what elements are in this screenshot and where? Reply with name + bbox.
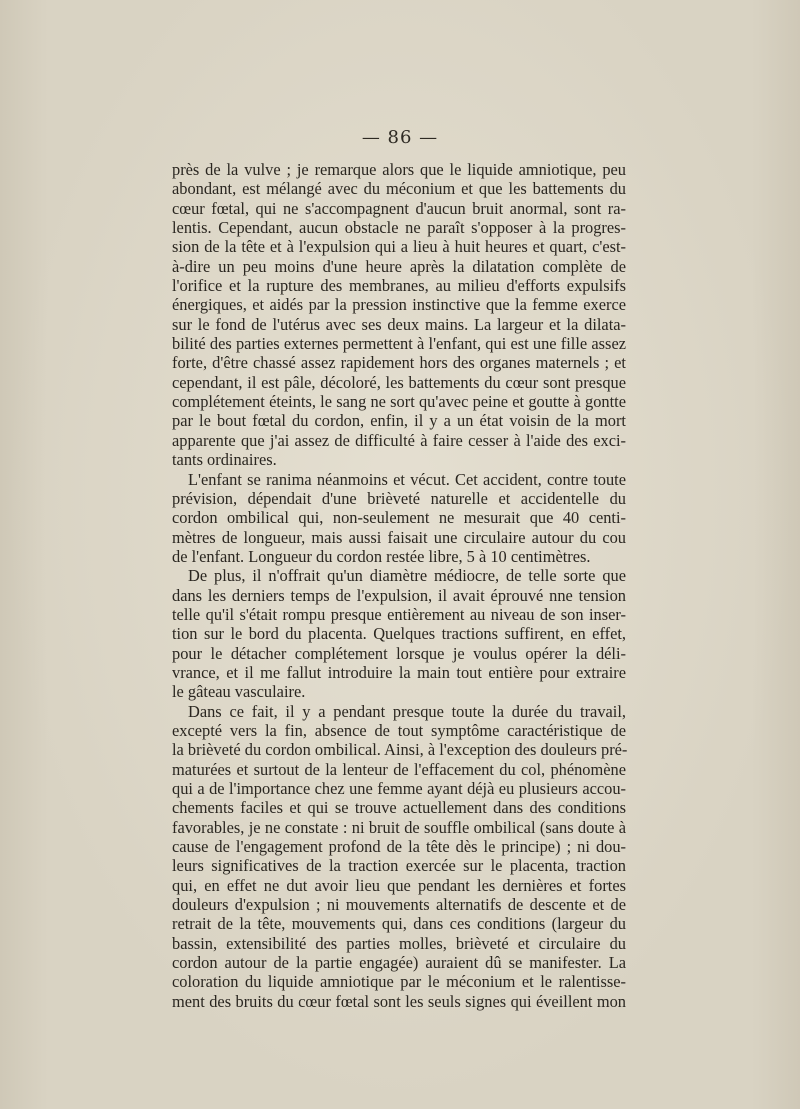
text-line: excepté vers la fin, absence de tout symptôme caractéristique de bbox=[172, 720, 626, 740]
text-line: chements faciles et qui se trouve actuellement dans des conditions bbox=[172, 798, 626, 818]
text-line: vrance, et il me fallut introduire la main tout entière pour extraire bbox=[172, 662, 626, 682]
text-line: qui a de l'importance chez une femme ayant déjà eu plusieurs accou- bbox=[172, 779, 626, 798]
text-line: le gâteau vasculaire. bbox=[172, 682, 306, 702]
text-line: douleurs d'expulsion ; ni mouvements alternatifs de descente et de bbox=[172, 895, 626, 915]
paragraph-1 bbox=[172, 160, 626, 470]
text-line: tants ordinaires. bbox=[172, 450, 277, 470]
text-line: cordon autour de la partie engagée) auraient dû se manifester. La bbox=[172, 953, 626, 973]
text-line: l'orifice et la rupture des membranes, au milieu d'efforts expulsifs bbox=[172, 276, 626, 296]
text-line: par le bout fœtal du cordon, enfin, il y a un état voisin de la mort bbox=[172, 411, 626, 431]
text-line: telle qu'il s'était rompu presque entièrement au niveau de son inser- bbox=[172, 604, 626, 624]
text-line: à-dire un peu moins d'une heure après la dilatation complète de bbox=[172, 256, 626, 276]
page-number: — 86 — bbox=[361, 127, 439, 148]
text-line: qui, en effet ne dut avoir lieu que pendant les dernières et fortes bbox=[172, 875, 626, 895]
text-line: sion de la tête et à l'expulsion qui a lieu à huit heures et quart, c'est- bbox=[172, 237, 626, 257]
text-line: cordon ombilical qui, non-seulement ne mesurait que 40 centi- bbox=[172, 508, 626, 528]
text-line: coloration du liquide amniotique par le méconium et le ralentisse- bbox=[172, 972, 626, 992]
text-line: de l'enfant. Longueur du cordon restée libre, 5 à 10 centimètres. bbox=[172, 546, 591, 566]
text-line: lentis. Cependant, aucun obstacle ne paraît s'opposer à la progres- bbox=[172, 218, 626, 238]
text-line: bassin, extensibilité des parties molles, brièveté et circulaire du bbox=[172, 933, 626, 953]
text-line: près de la vulve ; je remarque alors que le liquide amniotique, peu bbox=[172, 160, 626, 179]
text-line: dans les derniers temps de l'expulsion, il avait éprouvé nne tension bbox=[172, 585, 626, 605]
paragraph-4 bbox=[172, 702, 626, 1012]
body-text bbox=[172, 160, 626, 1011]
text-line: forte, d'être chassé assez rapidement hors des organes maternels ; et bbox=[172, 353, 626, 373]
text-line: maturées et surtout de la lenteur de l'effacement du col, phénomène bbox=[172, 759, 626, 779]
text-line: prévision, dépendait d'une brièveté naturelle et accidentelle du bbox=[172, 488, 626, 508]
text-line: favorables, je ne constate : ni bruit de souffle ombilical (sans doute à bbox=[172, 817, 626, 837]
text-line: abondant, est mélangé avec du méconium et que les battements du bbox=[172, 179, 626, 199]
text-line: cause de l'engagement profond de la tête dès le principe) ; ni dou- bbox=[172, 837, 626, 857]
text-line: cœur fœtal, qui ne s'accompagnent d'aucun bruit anormal, sont ra- bbox=[172, 198, 626, 218]
text-line: L'enfant se ranima néanmoins et vécut. Cet accident, contre toute bbox=[188, 469, 626, 489]
paragraph-2 bbox=[172, 470, 626, 567]
paragraph-3 bbox=[172, 566, 626, 701]
text-line: Dans ce fait, il y a pendant presque toute la durée du travail, bbox=[188, 701, 626, 721]
text-line: pour le détacher complétement lorsque je voulus opérer la déli- bbox=[172, 643, 626, 663]
text-line: mètres de longueur, mais aussi faisait une circulaire autour du cou bbox=[172, 527, 626, 547]
text-line: De plus, il n'offrait qu'un diamètre médiocre, de telle sorte que bbox=[188, 566, 626, 586]
text-line: sur le fond de l'utérus avec ses deux mains. La largeur et la dilata- bbox=[172, 314, 626, 334]
text-line: bilité des parties externes permettent à l'enfant, qui est une fille assez bbox=[172, 334, 626, 354]
text-line: ment des bruits du cœur fœtal sont les seuls signes qui éveillent mon bbox=[172, 991, 626, 1011]
text-line: la brièveté du cordon ombilical. Ainsi, à l'exception des douleurs pré- bbox=[172, 740, 628, 760]
text-line: complétement éteints, le sang ne sort qu'avec peine et goutte à gontte bbox=[172, 392, 626, 412]
text-line: apparente que j'ai assez de difficulté à faire cesser à l'aide des exci- bbox=[172, 430, 626, 450]
text-line: retrait de la tête, mouvements qui, dans ces conditions (largeur du bbox=[172, 914, 626, 934]
text-line: tion sur le bord du placenta. Quelques tractions suffirent, en effet, bbox=[172, 624, 626, 644]
text-line: cependant, il est pâle, décoloré, les battements du cœur sont presque bbox=[172, 372, 626, 392]
text-line: énergiques, et aidés par la pression instinctive que la femme exerce bbox=[172, 295, 626, 315]
text-line: leurs significatives de la traction exercée sur le placenta, traction bbox=[172, 856, 626, 876]
